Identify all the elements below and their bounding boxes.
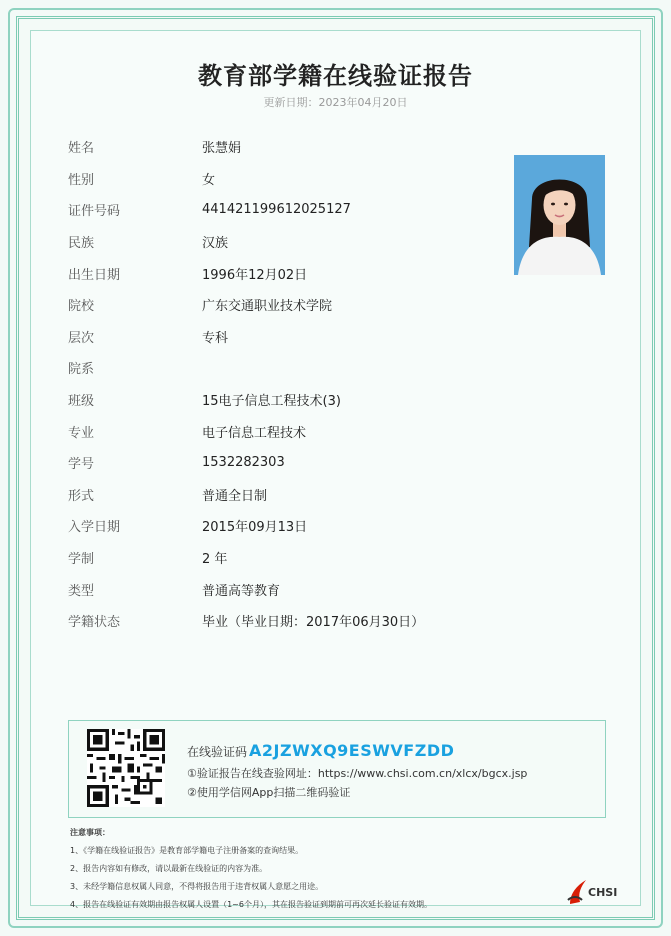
field-row-ethnicity [68,226,508,258]
verification-code-label: 在线验证码 [187,745,248,759]
student-photo [514,155,605,275]
report-title: 教育部学籍在线验证报告 [198,62,473,90]
field-value: 汉族 [202,236,229,252]
field-row-gender [68,163,508,195]
field-row-student-number [68,447,508,479]
field-label: 出生日期 [68,267,121,283]
field-label: 民族 [68,236,95,252]
note-item: 1、《学籍在线验证报告》是教育部学籍电子注册备案的查询结果。 [70,846,304,855]
qr-code-icon [87,729,165,807]
field-row-department [68,352,508,384]
chsi-logo [566,876,626,906]
field-label: 姓名 [68,141,95,157]
field-row-class [68,384,508,416]
field-row-birth-date [68,257,508,289]
field-row-id-number [68,194,508,226]
verification-box [68,720,606,818]
field-label: 院系 [68,362,95,378]
field-label: 性别 [68,172,95,188]
field-row-type [68,573,508,605]
field-value: 女 [202,172,216,188]
field-row-status [68,605,508,637]
field-row-major [68,415,508,447]
field-value: 专科 [202,330,229,346]
field-row-level [68,321,508,353]
field-row-enroll-date [68,510,508,542]
field-value: 张慧娟 [202,141,242,157]
field-value: 15电子信息工程技术(3) [202,394,341,410]
field-label: 专业 [68,425,95,441]
verification-code: A2JZWXQ9ESWVFZDD [249,741,455,760]
chsi-logo-text: CHSI [588,886,618,899]
field-label: 学制 [68,552,95,568]
field-row-school [68,289,508,321]
note-item: 3、未经学籍信息权属人同意，不得将报告用于违背权属人意愿之用途。 [70,882,324,891]
portrait-image [514,155,605,275]
field-row-name [68,131,508,163]
field-label: 班级 [68,394,95,410]
verification-code-line [187,741,454,760]
field-label: 院校 [68,299,95,315]
update-date: 更新日期：2023年04月20日 [263,96,408,109]
field-value: 1532282303 [202,455,285,471]
field-row-duration [68,542,508,574]
note-item: 4、报告在线验证有效期由报告权属人设置（1~6个月），其在报告验证到期前可再次延长验证有效期。 [70,900,432,909]
field-row-form [68,479,508,511]
chsi-logo-icon [566,876,590,906]
field-label: 形式 [68,488,95,504]
field-value: 普通高等教育 [202,583,281,599]
field-value: 2 年 [202,552,228,568]
field-value: 毕业（毕业日期：2017年06月30日） [202,615,425,631]
field-label: 学籍状态 [68,615,121,631]
field-label: 类型 [68,583,95,599]
app-scan-instruction: ②使用学信网App扫描二维码验证 [187,786,351,799]
field-value: 441421199612025127 [202,202,351,218]
notes-section [70,824,550,914]
student-info-list [68,131,508,637]
field-label: 证件号码 [68,204,121,220]
field-label: 层次 [68,330,95,346]
field-value: 2015年09月13日 [202,520,308,536]
note-item: 2、报告内容如有修改，请以最新在线验证的内容为准。 [70,864,268,873]
field-value: 普通全日制 [202,488,268,504]
field-label: 入学日期 [68,520,121,536]
field-label: 学号 [68,457,95,473]
field-value: 广东交通职业技术学院 [202,299,333,315]
field-value: 1996年12月02日 [202,267,308,283]
field-value: 电子信息工程技术 [202,425,307,441]
notes-title: 注意事项： [70,828,110,837]
verification-url-instruction: ①验证报告在线查验网址：https://www.chsi.com.cn/xlcx/bgcx.jsp [187,767,528,780]
